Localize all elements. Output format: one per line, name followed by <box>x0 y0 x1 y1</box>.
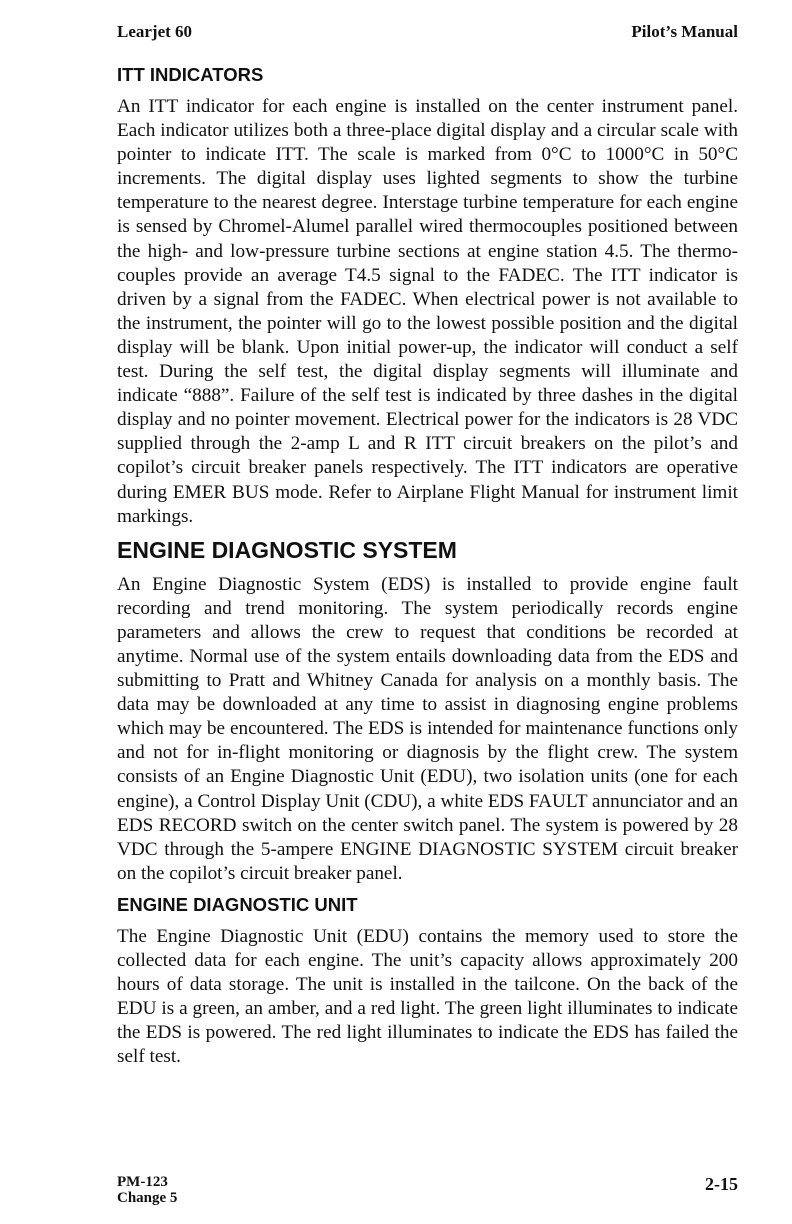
engine-diagnostic-system-heading: ENGINE DIAGNOSTIC SYSTEM <box>117 536 457 563</box>
itt-indicators-heading: ITT INDICATORS <box>117 64 264 85</box>
engine-diagnostic-unit-paragraph: The Engine Diagnostic Unit (EDU) contains the memory used to store the collected data for each engine. The unit’s capacity allows approximately 200 hours of data storage. The unit is installed in the tailcone. On the back of the EDU is a green, an amber, and a red light. The green light illuminates to indicate the EDS is powered. The red light illuminates to indicate the EDS has failed the self test. <box>117 925 738 1068</box>
engine-diagnostic-system-paragraph: An Engine Diagnostic System (EDS) is installed to provide engine fault recording and trend monitoring. The system periodically records engine parameters and allows the crew to request that conditions be recorded at anytime. Normal use of the system entails downloading data from the EDS and submitting to Pratt and Whitney Canada for analysis on a monthly basis. The data may be downloaded at any time to assist in diagnosing engine problems which may be encountered. The EDS is intended for maintenance functions only and not for in-flight monitoring or diagnosis by the flight crew. The system consists of an Engine Diagnostic Unit (EDU), two isolation units (one for each engine), a Control Display Unit (CDU), a white EDS FAULT annunciator and an EDS RECORD switch on the center switch panel. The system is powered by 28 VDC through the 5-ampere ENGINE DIAGNOSTIC SYSTEM circuit breaker on the copilot’s circuit breaker panel. <box>117 573 738 884</box>
page-number: 2-15 <box>705 1174 738 1194</box>
change-number: Change 5 <box>117 1190 178 1206</box>
engine-diagnostic-unit-heading: ENGINE DIAGNOSTIC UNIT <box>117 893 358 915</box>
manual-type-title: Pilot’s Manual <box>631 22 738 41</box>
page-header <box>117 22 738 46</box>
itt-indicators-paragraph: An ITT indicator for each engine is installed on the center instrument panel. Each indicator utilizes both a three-place digital display and a circular scale with pointer to indicate ITT. The scale is marked from 0°C to 1000°C in 50°C increments. The digital display uses lighted segments to show the turbine temperature to the nearest degree. Interstage turbine temperature for each engine is sensed by Chromel-Alumel parallel wired thermocouples positioned between the high- and low-pressure turbine sections at engine station 4.5. The thermocouples provide an average T4.5 signal to the FADEC. The ITT indicator is driven by a signal from the FADEC. When electrical power is not available to the instrument, the pointer will go to the lowest possible position and the digital display will be blank. Upon initial power-up, the indicator will conduct a self test. During the self test, the digital display segments will illuminate and indicate “888”. Failure of the self test is indicated by three dashes in the digital display and no pointer movement. Electrical power for the indicators is 28 VDC supplied through the 2-amp L and R ITT circuit breakers on the pilot’s and copilot’s circuit breaker panels respectively. The ITT indicators are operative during EMER BUS mode. Refer to Airplane Flight Manual for instrument limit markings. <box>117 96 738 527</box>
page-content <box>117 64 738 1077</box>
manual-aircraft-title: Learjet 60 <box>117 22 193 41</box>
document-number: PM-123 <box>117 1174 168 1190</box>
